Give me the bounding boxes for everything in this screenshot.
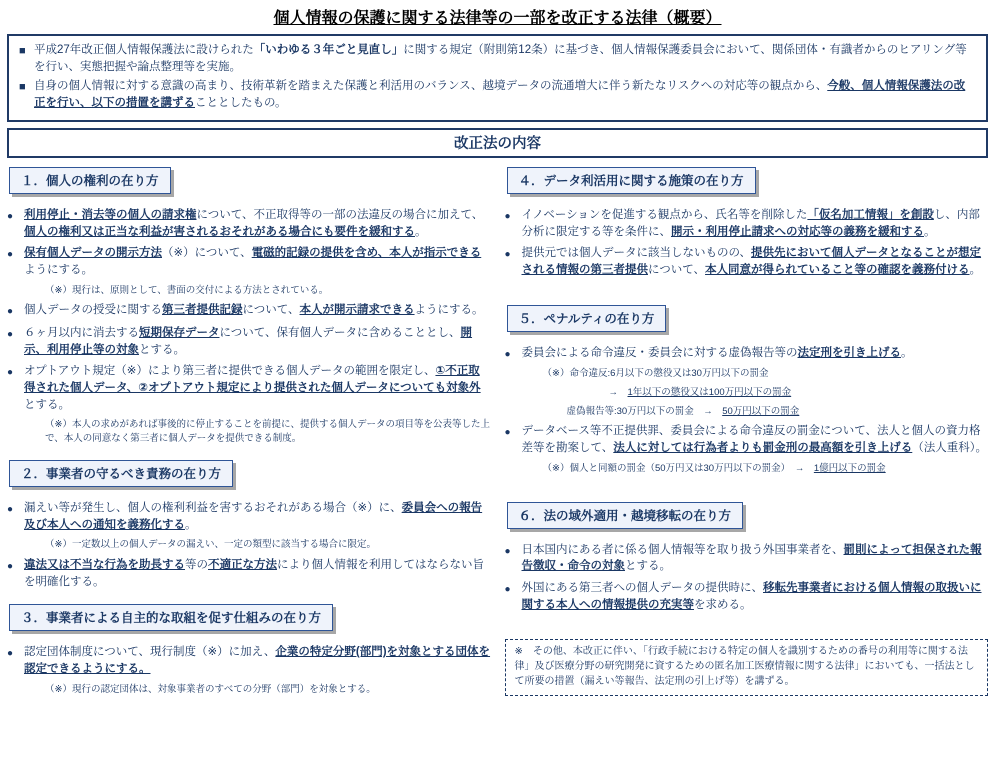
section-3-voluntary-efforts [7,604,491,696]
item-text: → 1年以下の懲役又は100万円以下の罰金 [608,386,792,398]
bullet-item [7,500,491,533]
item-text: イノベーションを促進する観点から、氏名等を削除した「仮名加工情報」を創設し、内部分析に限定する等を条件に、開示・利用停止請求への対応等の義務を緩和する。 [521,209,980,238]
section-1-items [7,207,491,446]
item-text: 提供元では個人データに該当しないものの、提供先において個人データとなることが想定される情報の第三者提供について、本人同意が得られていること等の確認を義務付ける。 [521,247,982,277]
section-4-heading: ４．データ利活用に関する施策の在り方 [507,167,756,194]
item-text: 外国にある第三者への個人データの提供時に、移転先事業者における個人情報の取扱いに関する本人への情報提供の充実等を求める。 [521,581,982,611]
item-text: ６ヶ月以内に消去する短期保存データについて、保有個人データに含めることとし、開示、利用停止等の対象とする。 [24,326,473,356]
intro-item [19,42,976,77]
section-6-items [505,542,989,614]
item-text: （※）現行は、原則として、書面の交付による方法とされている。 [45,284,329,296]
item-text: 日本国内にある者に係る個人情報等を取り扱う外国事業者を、罰則によって担保された報告徴収・命令の対象とする。 [521,543,982,573]
circle-bullet-icon: ● [7,211,14,222]
bullet-item [505,423,989,456]
circle-bullet-icon: ● [504,249,511,261]
square-bullet-icon: ■ [19,45,26,57]
circle-bullet-icon: ● [504,545,511,557]
section-5-items [505,345,989,476]
intro-box [7,34,988,122]
item-text: 違法又は不当な行為を助長する等の不適正な方法により個人情報を利用してはならない旨を明確化する。 [24,558,484,588]
section-1-individual-rights [7,167,491,446]
bullet-item [505,542,989,575]
circle-bullet-icon: ● [7,648,14,660]
item-text: 平成27年改正個人情報保護法に設けられた「いわゆる３年ごと見直し」に関する規定（附則第12条）に基づき、個人情報保護委員会において、関係団体・有識者からのヒアリング等を行い、実態把握や論点整理等を実施。 [34,44,967,74]
note-item [45,538,491,552]
two-column-body [7,167,988,710]
item-text: （※）一定数以上の個人データの漏えい、一定の類型に該当する場合に限定。 [45,539,376,551]
bullet-item [505,580,989,613]
section-3-heading: ３．事業者による自主的な取組を促す仕組みの在り方 [9,604,333,631]
item-text: （※）本人の求めがあれば事後的に停止することを前提に、提供する個人データの項目等を公表等した上で、本人の同意なく第三者に個人データを提供できる制度。 [45,419,490,445]
circle-bullet-icon: ● [7,560,14,572]
bullet-item [7,325,491,358]
circle-bullet-icon: ● [7,249,14,261]
item-text: 委員会による命令違反・委員会に対する虚偽報告等の法定刑を引き上げる。 [521,346,913,359]
item-text: （※）命令違反:6月以下の懲役又は30万円以下の罰金 [542,368,769,380]
section-3-items [7,644,491,696]
bullet-item [7,245,491,278]
note-item [45,284,491,298]
bullet-item [505,245,989,278]
circle-bullet-icon: ● [7,328,14,340]
item-text: （※）現行の認定団体は、対象事業者のすべての分野（部門）を対象とする。 [45,683,376,695]
item-text: 自身の個人情報に対する意識の高まり、技術革新を踏まえた保護と利活用のバランス、越境データの流通増大に伴う新たなリスクへの対応等の観点から、今般、個人情報保護法の改正を行い、以下の措置を講ずることとしたもの。 [34,79,966,109]
section-4-items [505,207,989,279]
bullet-item [505,345,989,363]
note-item [45,683,491,697]
item-text: オプトアウト規定（※）により第三者に提供できる個人データの範囲を限定し、①不正取得された個人データ、②オプトアウト規定により提供された個人データについても対象外とする。 [24,365,481,411]
section-1-heading: １．個人の権利の在り方 [9,167,171,194]
item-text: 利用停止・消去等の個人の請求権について、不正取得等の一部の法違反の場合に加えて、個人の権利又は正当な利益が害されるおそれがある場合にも要件を緩和する。 [24,209,484,238]
note-item [543,367,989,381]
section-4-data-utilization [505,167,989,279]
bullet-item [505,207,989,240]
note-item [609,386,989,400]
circle-bullet-icon: ● [504,583,511,595]
section-2-heading: ２．事業者の守るべき責務の在り方 [9,460,233,487]
circle-bullet-icon: ● [7,367,14,379]
bullet-item [7,207,491,240]
intro-item [19,78,976,113]
item-text: 虚偽報告等:30万円以下の罰金 → 50万円以下の罰金 [566,405,800,417]
item-text: 保有個人データの開示方法（※）について、電磁的記録の提供を含め、本人が指示できるようにする。 [24,247,482,277]
circle-bullet-icon: ● [504,427,511,439]
note-item [45,418,491,446]
item-text: 認定団体制度について、現行制度（※）に加え、企業の特定分野(部門)を対象とする団体を認定できるようにする。 [24,646,491,675]
circle-bullet-icon: ● [7,306,14,318]
item-text: 漏えい等が発生し、個人の権利利益を害するおそれがある場合（※）に、委員会への報告及び本人への通知を義務化する。 [24,501,483,531]
page-title: 個人情報の保護に関する法律等の一部を改正する法律（概要） [273,10,722,27]
section-6-extraterritorial [505,502,989,614]
left-column [7,167,491,710]
circle-bullet-icon: ● [504,348,511,360]
bullet-item [7,644,491,677]
item-text: データベース等不正提供罪、委員会による命令違反の罰金について、法人と個人の資力格差等を勘案して、法人に対しては行為者よりも罰金刑の最高額を引き上げる（法人重科）。 [521,425,988,455]
circle-bullet-icon: ● [504,211,511,222]
right-column [505,167,989,696]
section-2-business-duties [7,460,491,590]
bullet-item [7,557,491,590]
note-item [567,405,989,419]
bullet-item [7,363,491,413]
item-text: 個人データの授受に関する第三者提供記録について、本人が開示請求できるようにする。 [24,304,484,317]
bullet-item [7,302,491,320]
footnote-text: ※ その他、本改正に伴い、「行政手続における特定の個人を識別するための番号の利用等に関する法律」及び医療分野の研究開発に資するための匿名加工医療情報に関する法律」においても、一括法として所要の措置（漏えい等報告、法定刑の引上げ等）を講ずる。 [514,646,975,688]
item-text: （※）個人と同額の罰金（50万円又は30万円以下の罰金） → 1億円以下の罰金 [542,462,886,474]
note-item [543,462,989,476]
circle-bullet-icon: ● [7,503,14,515]
document-page [0,5,995,710]
content-header: 改正法の内容 [7,128,988,158]
section-2-items [7,500,491,590]
footnote-box [505,639,989,696]
section-6-heading: ６．法の域外適用・越境移転の在り方 [507,502,744,529]
section-5-penalties [505,305,989,476]
section-5-heading: ５．ペナルティの在り方 [507,305,667,332]
square-bullet-icon: ■ [19,80,26,93]
